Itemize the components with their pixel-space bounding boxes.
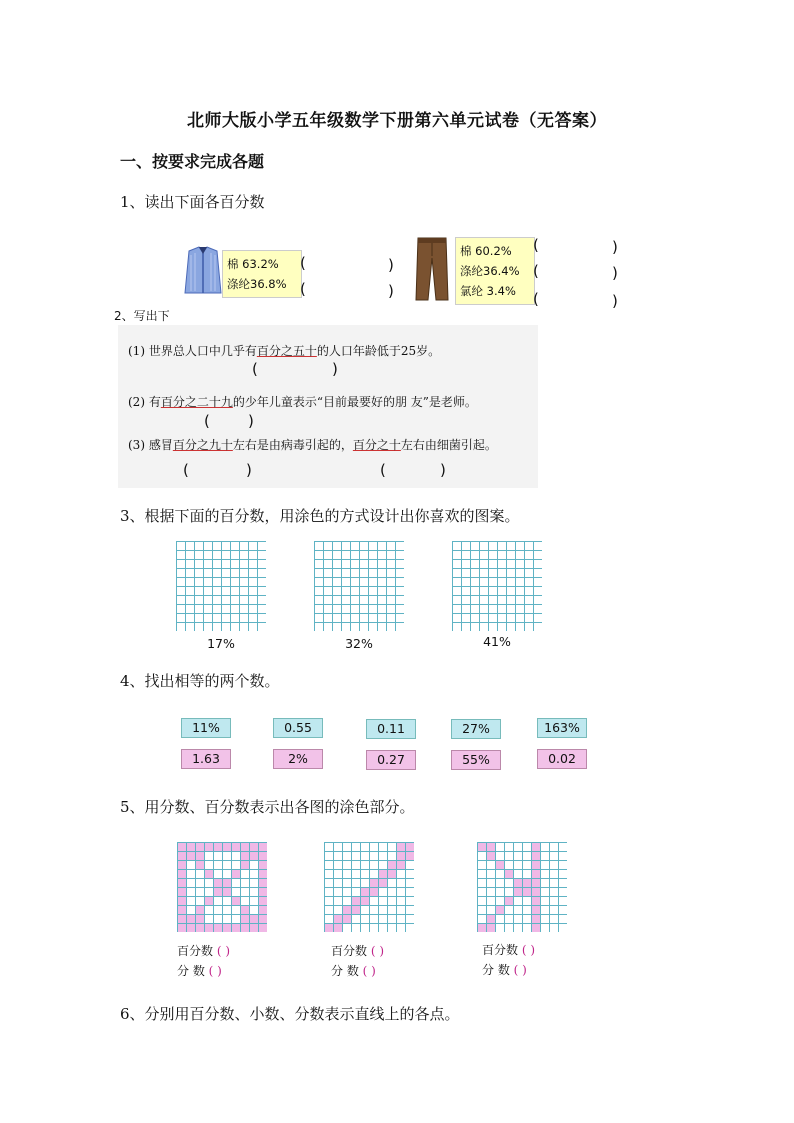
- question-4: 4、找出相等的两个数。: [120, 672, 280, 690]
- underlined-text: 百分之九十: [172, 438, 233, 452]
- number-card: 27%: [451, 719, 501, 739]
- shaded-cell: [249, 914, 258, 923]
- text: 左右是由病毒引起的，: [232, 438, 353, 452]
- shaded-cell: [324, 923, 333, 932]
- shaded-cell: [360, 896, 369, 905]
- pants-cotton: 棉 60.2%: [460, 244, 512, 258]
- number-card: 0.02: [537, 749, 587, 769]
- shaded-cell: [477, 923, 486, 932]
- shaded-cell: [522, 887, 531, 896]
- shaded-cell: [531, 851, 540, 860]
- shaded-cell: [186, 914, 195, 923]
- shaded-cell: [387, 869, 396, 878]
- paren-close: ): [332, 360, 338, 378]
- grid-caption: 32%: [345, 636, 373, 651]
- shirt-image: [183, 245, 223, 297]
- shaded-cell: [495, 905, 504, 914]
- shaded-cell: [477, 842, 486, 851]
- section-heading: 一、按要求完成各题: [120, 152, 265, 171]
- shaded-cell: [177, 842, 186, 851]
- q5-labels-3: [482, 940, 535, 980]
- answer-blank: ( ): [370, 944, 385, 958]
- shaded-cell: [186, 923, 195, 932]
- shaded-cell: [258, 842, 267, 851]
- shirt-label-box: [222, 250, 302, 298]
- shaded-cell: [195, 860, 204, 869]
- shaded-cell: [195, 923, 204, 932]
- shaded-cell: [387, 860, 396, 869]
- shaded-cell: [531, 842, 540, 851]
- shaded-cell: [195, 851, 204, 860]
- shaded-cell: [204, 842, 213, 851]
- shaded-cell: [177, 878, 186, 887]
- pattern-grid-diagonal: [324, 842, 414, 932]
- shaded-cell: [504, 896, 513, 905]
- shaded-cell: [258, 905, 267, 914]
- shaded-cell: [513, 887, 522, 896]
- hundred-grid-32: [314, 541, 404, 631]
- label: 百分数: [177, 944, 214, 958]
- underlined-text: 百分之二十九: [160, 395, 233, 409]
- shaded-cell: [195, 914, 204, 923]
- shaded-cell: [240, 842, 249, 851]
- shaded-cell: [195, 905, 204, 914]
- shaded-cell: [249, 923, 258, 932]
- shaded-cell: [531, 914, 540, 923]
- text: (2) 有: [128, 395, 161, 409]
- answer-blank: ( ): [216, 944, 231, 958]
- shaded-cell: [231, 923, 240, 932]
- paren-close: ): [388, 282, 394, 300]
- shaded-cell: [522, 878, 531, 887]
- shaded-cell: [177, 860, 186, 869]
- shaded-cell: [369, 887, 378, 896]
- shaded-cell: [204, 869, 213, 878]
- hundred-grid-17: [176, 541, 266, 631]
- shaded-cell: [195, 842, 204, 851]
- shaded-cell: [531, 896, 540, 905]
- shaded-cell: [213, 842, 222, 851]
- shaded-cell: [213, 878, 222, 887]
- shaded-cell: [177, 851, 186, 860]
- shaded-cell: [222, 842, 231, 851]
- paren-open: (: [533, 262, 539, 280]
- text: (3) 感冒: [128, 438, 173, 452]
- shaded-cell: [405, 851, 414, 860]
- shaded-cell: [504, 869, 513, 878]
- shaded-cell: [342, 914, 351, 923]
- shaded-cell: [258, 914, 267, 923]
- paren-open: (: [300, 254, 306, 272]
- text: 左右由细菌引起。: [400, 438, 497, 452]
- page-title: 北师大版小学五年级数学下册第六单元试卷（无答案）: [187, 111, 607, 131]
- shaded-cell: [231, 842, 240, 851]
- shaded-cell: [405, 842, 414, 851]
- paren-close: ): [440, 461, 446, 479]
- answer-blank: ( ): [513, 963, 527, 977]
- shaded-cell: [213, 887, 222, 896]
- paren-open: (: [183, 461, 189, 479]
- pattern-grid-k: [477, 842, 567, 932]
- shaded-cell: [204, 923, 213, 932]
- question-1: 1、读出下面各百分数: [120, 193, 265, 211]
- shaded-cell: [240, 851, 249, 860]
- paren-close: ): [388, 256, 394, 274]
- shaded-cell: [486, 842, 495, 851]
- q2-line-1: [128, 342, 440, 359]
- paren-close: ): [612, 264, 618, 282]
- number-card: 55%: [451, 750, 501, 770]
- pants-image: [414, 236, 450, 302]
- text: 的少年儿童表示“目前最要好的朋 友”是老师。: [232, 395, 477, 409]
- paren-open: (: [380, 461, 386, 479]
- grid-caption: 17%: [207, 636, 235, 651]
- underlined-text: 百分之五十: [256, 344, 317, 358]
- shaded-cell: [258, 887, 267, 896]
- number-card: 0.27: [366, 750, 416, 770]
- shaded-cell: [486, 851, 495, 860]
- shaded-cell: [177, 869, 186, 878]
- paren-close: ): [612, 292, 618, 310]
- underlined-text: 百分之十: [352, 438, 401, 452]
- shaded-cell: [369, 878, 378, 887]
- q5-labels-2: [331, 941, 384, 981]
- paren-close: ): [612, 238, 618, 256]
- shaded-cell: [177, 905, 186, 914]
- shaded-cell: [258, 851, 267, 860]
- shaded-cell: [531, 923, 540, 932]
- paren-open: (: [300, 280, 306, 298]
- label: 百分数: [482, 943, 519, 957]
- shaded-cell: [177, 896, 186, 905]
- question-6: 6、分别用百分数、小数、分数表示直线上的各点。: [120, 1005, 460, 1023]
- grid-caption: 41%: [483, 634, 511, 649]
- shaded-cell: [177, 923, 186, 932]
- shirt-cotton: 棉 63.2%: [227, 257, 279, 271]
- shaded-cell: [351, 896, 360, 905]
- shaded-cell: [531, 905, 540, 914]
- number-card: 163%: [537, 718, 587, 738]
- shaded-cell: [396, 842, 405, 851]
- q5-labels-1: [177, 941, 230, 981]
- paren-open: (: [533, 236, 539, 254]
- shaded-cell: [258, 878, 267, 887]
- shaded-cell: [222, 923, 231, 932]
- paren-open: (: [252, 360, 258, 378]
- shaded-cell: [486, 914, 495, 923]
- shaded-cell: [258, 869, 267, 878]
- shaded-cell: [240, 905, 249, 914]
- shaded-cell: [378, 869, 387, 878]
- shaded-cell: [513, 878, 522, 887]
- shaded-cell: [486, 923, 495, 932]
- shaded-cell: [249, 851, 258, 860]
- shaded-cell: [258, 896, 267, 905]
- shaded-cell: [378, 878, 387, 887]
- text: 的人口年龄低于25岁。: [316, 344, 441, 358]
- shaded-cell: [396, 860, 405, 869]
- shaded-cell: [240, 860, 249, 869]
- text: (1) 世界总人口中几乎有: [128, 344, 257, 358]
- paren-close: ): [248, 412, 254, 430]
- q2-line-3: [128, 436, 497, 453]
- shirt-polyester: 涤纶36.8%: [227, 277, 287, 291]
- label: 分 数: [177, 964, 205, 978]
- answer-blank: ( ): [521, 943, 536, 957]
- shaded-cell: [177, 887, 186, 896]
- pants-label-box: [455, 237, 535, 305]
- shaded-cell: [333, 923, 342, 932]
- shaded-cell: [258, 860, 267, 869]
- paren-open: (: [533, 290, 539, 308]
- shaded-cell: [231, 869, 240, 878]
- number-card: 1.63: [181, 749, 231, 769]
- shaded-cell: [240, 914, 249, 923]
- shaded-cell: [531, 860, 540, 869]
- shaded-cell: [531, 878, 540, 887]
- number-card: 11%: [181, 718, 231, 738]
- answer-blank: ( ): [362, 964, 376, 978]
- paren-open: (: [204, 412, 210, 430]
- shaded-cell: [531, 869, 540, 878]
- hundred-grid-41: [452, 541, 542, 631]
- q2-line-2: [128, 393, 477, 410]
- shaded-cell: [222, 887, 231, 896]
- shaded-cell: [351, 905, 360, 914]
- number-card: 0.11: [366, 719, 416, 739]
- shaded-cell: [231, 896, 240, 905]
- paren-close: ): [246, 461, 252, 479]
- shaded-cell: [222, 878, 231, 887]
- shaded-cell: [240, 923, 249, 932]
- question-5: 5、用分数、百分数表示出各图的涂色部分。: [120, 798, 415, 816]
- pattern-grid-frame: [177, 842, 267, 932]
- shaded-cell: [396, 851, 405, 860]
- shaded-cell: [333, 914, 342, 923]
- shaded-cell: [360, 887, 369, 896]
- shaded-cell: [186, 842, 195, 851]
- label: 分 数: [482, 963, 510, 977]
- answer-blank: ( ): [208, 964, 222, 978]
- shaded-cell: [186, 851, 195, 860]
- shaded-cell: [342, 905, 351, 914]
- pants-chlorofiber: 氯纶 3.4%: [460, 284, 516, 298]
- shaded-cell: [213, 923, 222, 932]
- shaded-cell: [495, 860, 504, 869]
- shaded-cell: [177, 914, 186, 923]
- shaded-cell: [204, 896, 213, 905]
- shaded-cell: [258, 923, 267, 932]
- question-2-label: 2、写出下: [114, 309, 170, 323]
- shaded-cell: [531, 887, 540, 896]
- number-card: 0.55: [273, 718, 323, 738]
- label: 百分数: [331, 944, 368, 958]
- question-3: 3、根据下面的百分数，用涂色的方式设计出你喜欢的图案。: [120, 507, 520, 525]
- label: 分 数: [331, 964, 359, 978]
- pants-polyester: 涤纶36.4%: [460, 264, 520, 278]
- number-card: 2%: [273, 749, 323, 769]
- shaded-cell: [249, 842, 258, 851]
